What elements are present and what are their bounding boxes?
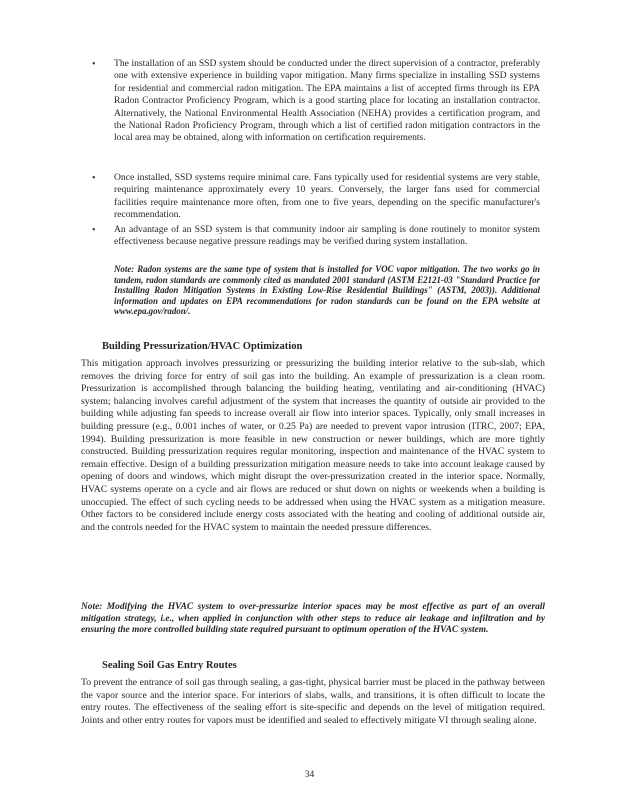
bullet-symbol: • [92, 173, 96, 184]
bullet-text: An advantage of an SSD system is that community indoor air sampling is done routinely to monitor system effectiveness because negative pressure readings may be verified during system installation. [114, 224, 540, 248]
radon-standards-note: Note: Radon systems are the same type of system that is installed for VOC vapor mitigation. The two works go in tandem, radon standards are commonly cited as mandated 2001 standard (ASTM E2121-03 "Standard Practice for Installing Radon Mitigation Systems in Existing Low-Rise Residential Buildings" (ASTM, 2003)). Additional information and updates on EPA recommendations for radon standards can be found on the EPA website at www.epa.gov/radon/. [114, 264, 540, 317]
bullet-text: The installation of an SSD system should be conducted under the direct supervision of a contractor, preferably one with extensive experience in building vapor mitigation. Many firms specialize in installing SSD systems for residential and commercial radon mitigation. The EPA maintains a list of accepted firms through its EPA Radon Contractor Proficiency Program, which is a good starting place for locating an installation contractor. Alternatively, the National Environmental Health Association (NEHA) provides a certification program, and the National Radon Proficiency Program, through which a list of certified radon mitigation contractors in the local area may be obtained, along with information on certification requirements. [114, 58, 540, 144]
bullet-text: Once installed, SSD systems require minimal care. Fans typically used for residential systems are very stable, requiring maintenance approximately every 10 years. Conversely, the larger fans used for commercial facilities require maintenance more often, from one to five years, depending on the specific manufacturer's recommendation. [114, 172, 540, 221]
section-heading-sealing: Sealing Soil Gas Entry Routes [102, 660, 237, 671]
bullet-item [92, 172, 540, 222]
bullet-symbol: • [92, 59, 96, 70]
pressurization-paragraph: This mitigation approach involves pressurizing or pressurizing the building interior relative to the sub-slab, which removes the driving force for entry of soil gas into the building. An example of pressurization is a clean room. Pressurization is accomplished through balancing the building heating, ventilating and air-conditioning (HVAC) system; balancing involves careful adjustment of the system that increases the quantity of outside air provided to the building while adjusting fan speeds to increase overall air flow into interior spaces. Typically, only small increases in building pressure (e.g., 0.001 inches of water, or 0.25 Pa) are needed to prevent vapor intrusion (ITRC, 2007; EPA, 1994). Building pressurization is more feasible in new construction or newer buildings, which are more tightly constructed. Building pressurization requires regular monitoring, inspection and maintenance of the HVAC system to remain effective. Design of a building pressurization mitigation measure needs to take into account leakage caused by opening of doors and windows, which might disrupt the over-pressurization created in the interior space. Normally, HVAC systems operate on a cycle and air flows are reduced or shut down on nights or weekends when a building is unoccupied. The effect of such cycling needs to be addressed when using the HVAC system as a mitigation measure. Other factors to be considered include energy costs associated with the heating and cooling of additional outside air, and the controls needed for the HVAC system to maintain the needed pressure differences. [81, 358, 545, 533]
hvac-note: Note: Modifying the HVAC system to over-pressurize interior spaces may be most effective as part of an overall mitigation strategy, i.e., when applied in conjunction with other steps to reduce air leakage and infiltration and by ensuring the more controlled building state required pursuant to optimum operation of the HVAC system. [81, 602, 545, 636]
bullet-item [92, 58, 540, 145]
sealing-paragraph: To prevent the entrance of soil gas through sealing, a gas-tight, physical barrier must be placed in the pathway between the vapor source and the interior space. For interiors of slabs, walls, and transitions, it is often difficult to locate the entry routes. The effectiveness of the sealing effort is site-specific and depends on the level of mitigation required. Joints and other entry routes for vapors must be identified and sealed to effectively mitigate VI through sealing alone. [81, 677, 545, 726]
bullet-item [92, 224, 540, 249]
section-heading-pressurization: Building Pressurization/HVAC Optimization [102, 341, 303, 352]
bullet-symbol: • [92, 225, 96, 236]
page-number: 34 [304, 770, 315, 780]
